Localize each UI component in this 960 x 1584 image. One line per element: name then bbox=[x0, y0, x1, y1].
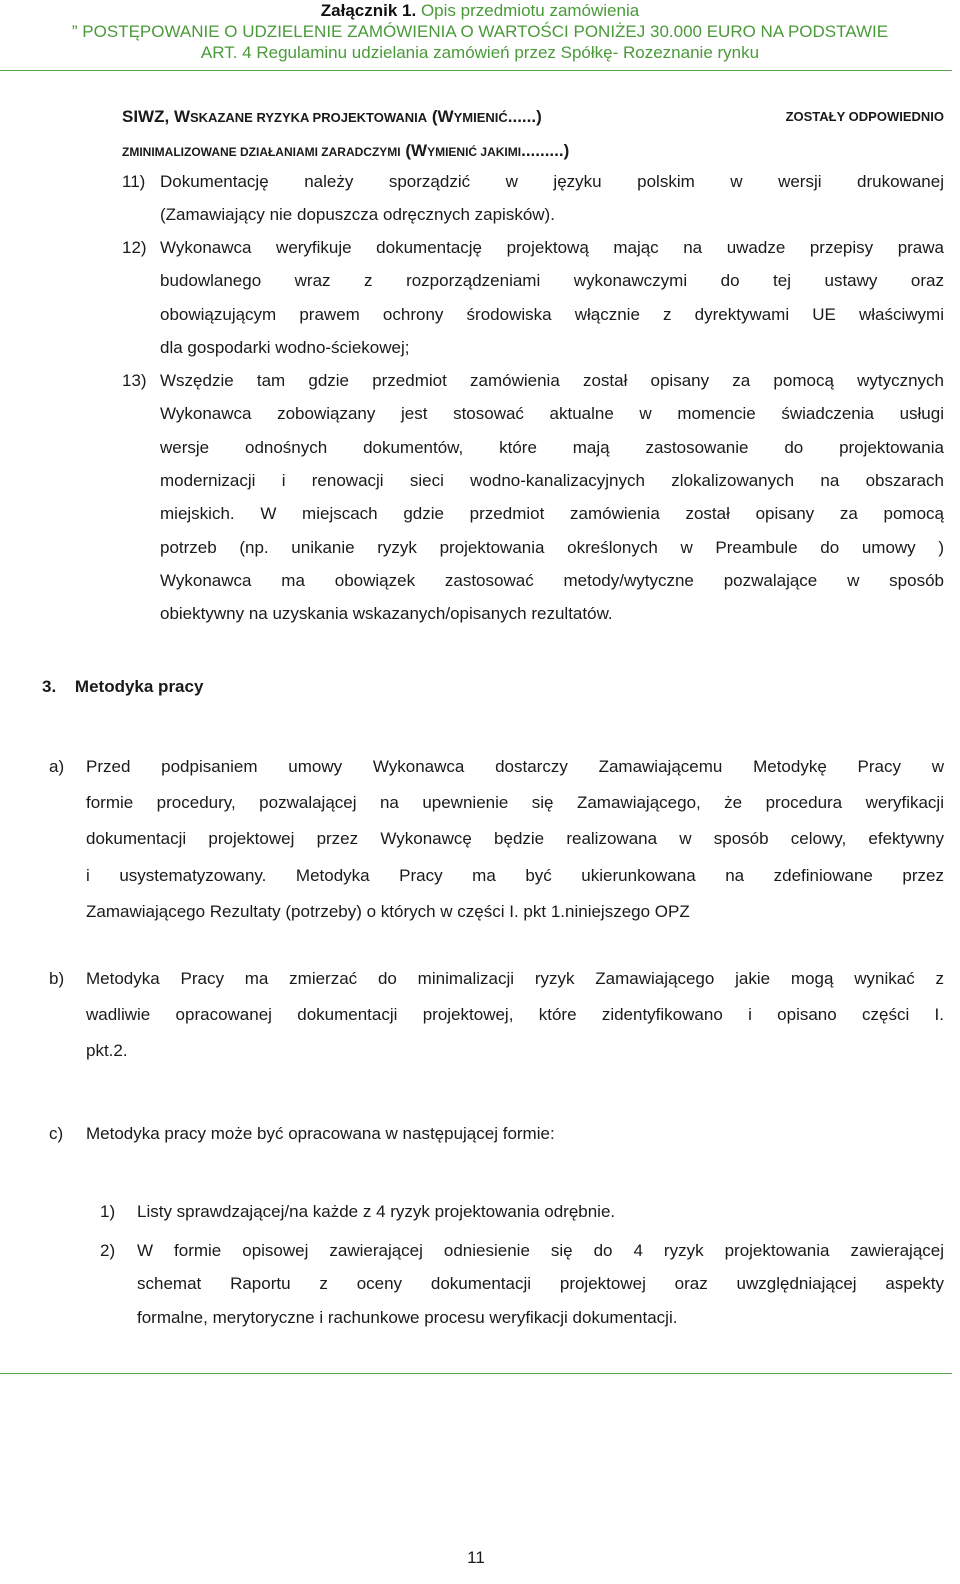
subpoint-text-line: Listy sprawdzającej/na każde z 4 ryzyk projektowania odrębnie. bbox=[137, 1202, 616, 1221]
page-number: 11 bbox=[467, 1548, 485, 1567]
subpoint-label: 2) bbox=[100, 1241, 116, 1260]
point-text-line: pkt.2. bbox=[86, 1041, 128, 1061]
point-text-line: Metodyka pracy może być opracowana w następującej formie: bbox=[86, 1124, 555, 1143]
header-rule bbox=[0, 70, 952, 71]
section-heading bbox=[42, 677, 203, 697]
item-text-line: (Zamawiający nie dopuszcza odręcznych zapisków). bbox=[160, 205, 555, 225]
caps-line-2: ZMINIMALIZOWANE DZIAŁANIAMI ZARADCZYMI (WYMIENIĆ JAKIMI.........) bbox=[122, 141, 570, 160]
item-text-line: dla gospodarki wodno-ściekowej; bbox=[160, 337, 410, 357]
point-text-line: Metodyka Pracy ma zmierzać do minimalizacji ryzyk Zamawiającego jakie mogą wynikać z bbox=[86, 969, 944, 988]
item-text-line: Wykonawca zobowiązany jest stosować aktualne w momencie świadczenia usługi bbox=[160, 404, 944, 424]
item-text-line: Dokumentację należy sporządzić w języku polskim w wersji drukowanej bbox=[160, 172, 944, 191]
subpoint-text-line: formalne, merytoryczne i rachunkowe procesu weryfikacji dokumentacji. bbox=[137, 1307, 678, 1327]
item-text-line: potrzeb (np. unikanie ryzyk projektowania określonych w Preambule do umowy ) bbox=[160, 537, 944, 557]
item-number: 11) bbox=[122, 172, 146, 191]
header-title: Załącznik 1. Opis przedmiotu zamówienia bbox=[320, 1, 640, 20]
subpoint-text-line: schemat Raportu z oceny dokumentacji projektowej oraz uwzględniającej aspekty bbox=[137, 1274, 944, 1294]
item-text-line: wersje odnośnych dokumentów, które mają zastosowanie do projektowania bbox=[160, 437, 944, 457]
header-line-3: ART. 4 Regulaminu udzielania zamówień przez Spółkę- Rozeznanie rynku bbox=[200, 43, 760, 62]
point-label: a) bbox=[49, 757, 65, 776]
point-label: c) bbox=[49, 1124, 64, 1143]
section-number: 3. bbox=[42, 677, 57, 696]
point-text-line: dokumentacji projektowej przez Wykonawcę będzie realizowana w sposób celowy, efektywny bbox=[86, 829, 944, 849]
item-text-line: obowiązującym prawem ochrony środowiska włącznie z dyrektywami UE właściwymi bbox=[160, 304, 944, 324]
document-header bbox=[0, 0, 960, 63]
point-text-line: i usystematyzowany. Metodyka Pracy ma być ukierunkowana na zdefiniowane przez bbox=[86, 865, 944, 885]
item-text-line: modernizacji i renowacji sieci wodno-kanalizacyjnych zlokalizowanych na obszarach bbox=[160, 470, 944, 490]
item-text-line: Wszędzie tam gdzie przedmiot zamówienia został opisany za pomocą wytycznych bbox=[160, 371, 944, 390]
caps-line-1: SIWZ, WSKAZANE RYZYKA PROJEKTOWANIA (WYMIENIĆ......) ZOSTAŁY ODPOWIEDNIO bbox=[122, 107, 944, 126]
item-text-line: Wykonawca ma obowiązek zastosować metody/wytyczne pozwalające w sposób bbox=[160, 570, 944, 590]
point-text-line: Przed podpisaniem umowy Wykonawca dostarczy Zamawiającemu Metodykę Pracy w bbox=[86, 757, 944, 776]
point-text-line: wadliwie opracowanej dokumentacji projektowej, które zidentyfikowano i opisano części I. bbox=[86, 1005, 944, 1025]
item-text-line: budowlanego wraz z rozporządzeniami wykonawczymi do tej ustawy oraz bbox=[160, 271, 944, 291]
item-text-line: obiektywny na uzyskania wskazanych/opisanych rezultatów. bbox=[160, 604, 613, 624]
point-text-line: formie procedury, pozwalającej na upewnienie się Zamawiającego, że procedura weryfikacji bbox=[86, 793, 944, 813]
item-number: 13) bbox=[122, 371, 147, 390]
header-line-2: ” POSTĘPOWANIE O UDZIELENIE ZAMÓWIENIA O WARTOŚCI PONIŻEJ 30.000 EURO NA PODSTAWIE bbox=[71, 22, 889, 41]
item-text-line: miejskich. W miejscach gdzie przedmiot zamówienia został opisany za pomocą bbox=[160, 504, 944, 524]
section-title: Metodyka pracy bbox=[74, 677, 204, 696]
subpoint-text-line: W formie opisowej zawierającej odniesienie się do 4 ryzyk projektowania zawierającej bbox=[137, 1241, 944, 1260]
item-number: 12) bbox=[122, 238, 147, 257]
point-label: b) bbox=[49, 969, 65, 988]
subpoint-label: 1) bbox=[100, 1202, 116, 1221]
item-text-line: Wykonawca weryfikuje dokumentację projektową mając na uwadze przepisy prawa bbox=[160, 238, 944, 257]
point-text-line: Zamawiającego Rezultaty (potrzeby) o których w części I. pkt 1.niniejszego OPZ bbox=[86, 901, 690, 921]
footer-rule bbox=[0, 1373, 952, 1374]
